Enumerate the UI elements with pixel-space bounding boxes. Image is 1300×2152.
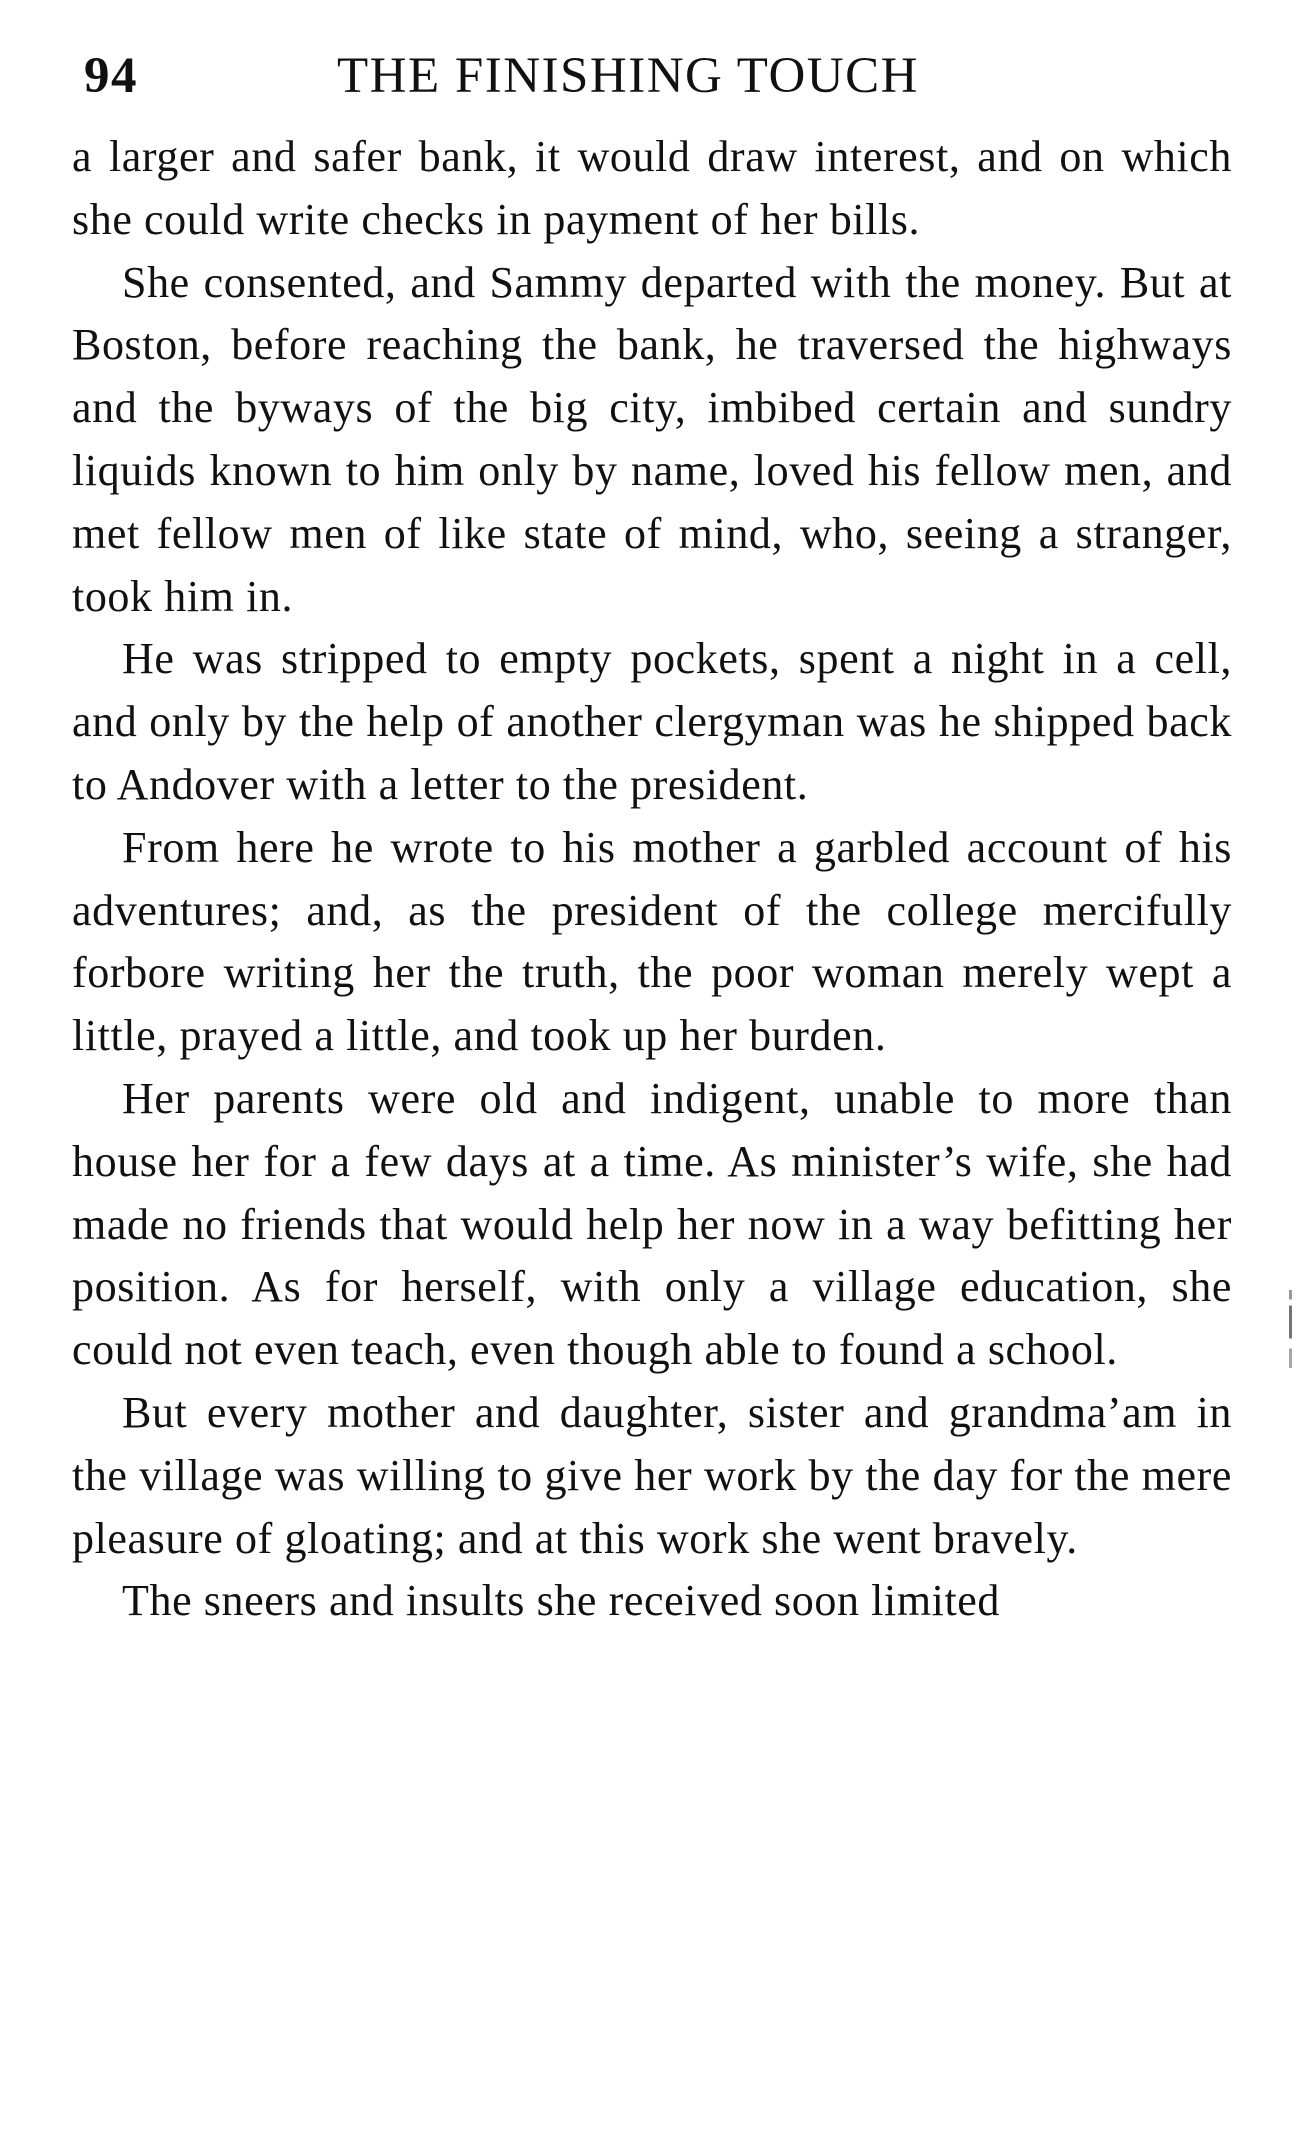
paragraph-7: The sneers and insults she received soon limited (122, 1576, 1001, 1626)
book-title: THE FINISHING TOUCH (337, 48, 919, 104)
book-page (72, 40, 1232, 2100)
paragraph-2: She consented, and Sammy departed with the money. But at Boston, before reaching the bank, he traversed the highways and the byways of the big city, imbibed certain and sundry liquids known to him only by name, loved his fellow men, and met fellow men of like state of mind, who, seeing a stranger, took him in. (72, 257, 1232, 621)
body-text (72, 126, 1232, 1633)
running-head (72, 40, 1232, 126)
paragraph-5: Her parents were old and indigent, unable to more than house her for a few days at a time. As minister’s wife, she had made no friends that would help her now in a way befitting her position. As for herself, with only a village education, she could not even teach, even though able to found a school. (72, 1073, 1232, 1375)
paragraph-6: But every mother and daughter, sister and grandma’am in the village was willing to give her work by the day for the mere pleasure of gloating; and at this work she went bravely. (72, 1387, 1232, 1563)
paragraph-1: a larger and safer bank, it would draw interest, and on which she could write checks in payment of her bills. (72, 132, 1232, 244)
page-number: 94 (84, 48, 138, 104)
paragraph-3: He was stripped to empty pockets, spent a night in a cell, and only by the help of another clergyman was he shipped back to Andover with a letter to the president. (72, 634, 1232, 809)
margin-ink-mark (1289, 1290, 1292, 1368)
paragraph-4: From here he wrote to his mother a garbled account of his adventures; and, as the president of the college mercifully forbore writing her the truth, the poor woman merely wept a little, prayed a little, and took up her burden. (72, 822, 1232, 1061)
